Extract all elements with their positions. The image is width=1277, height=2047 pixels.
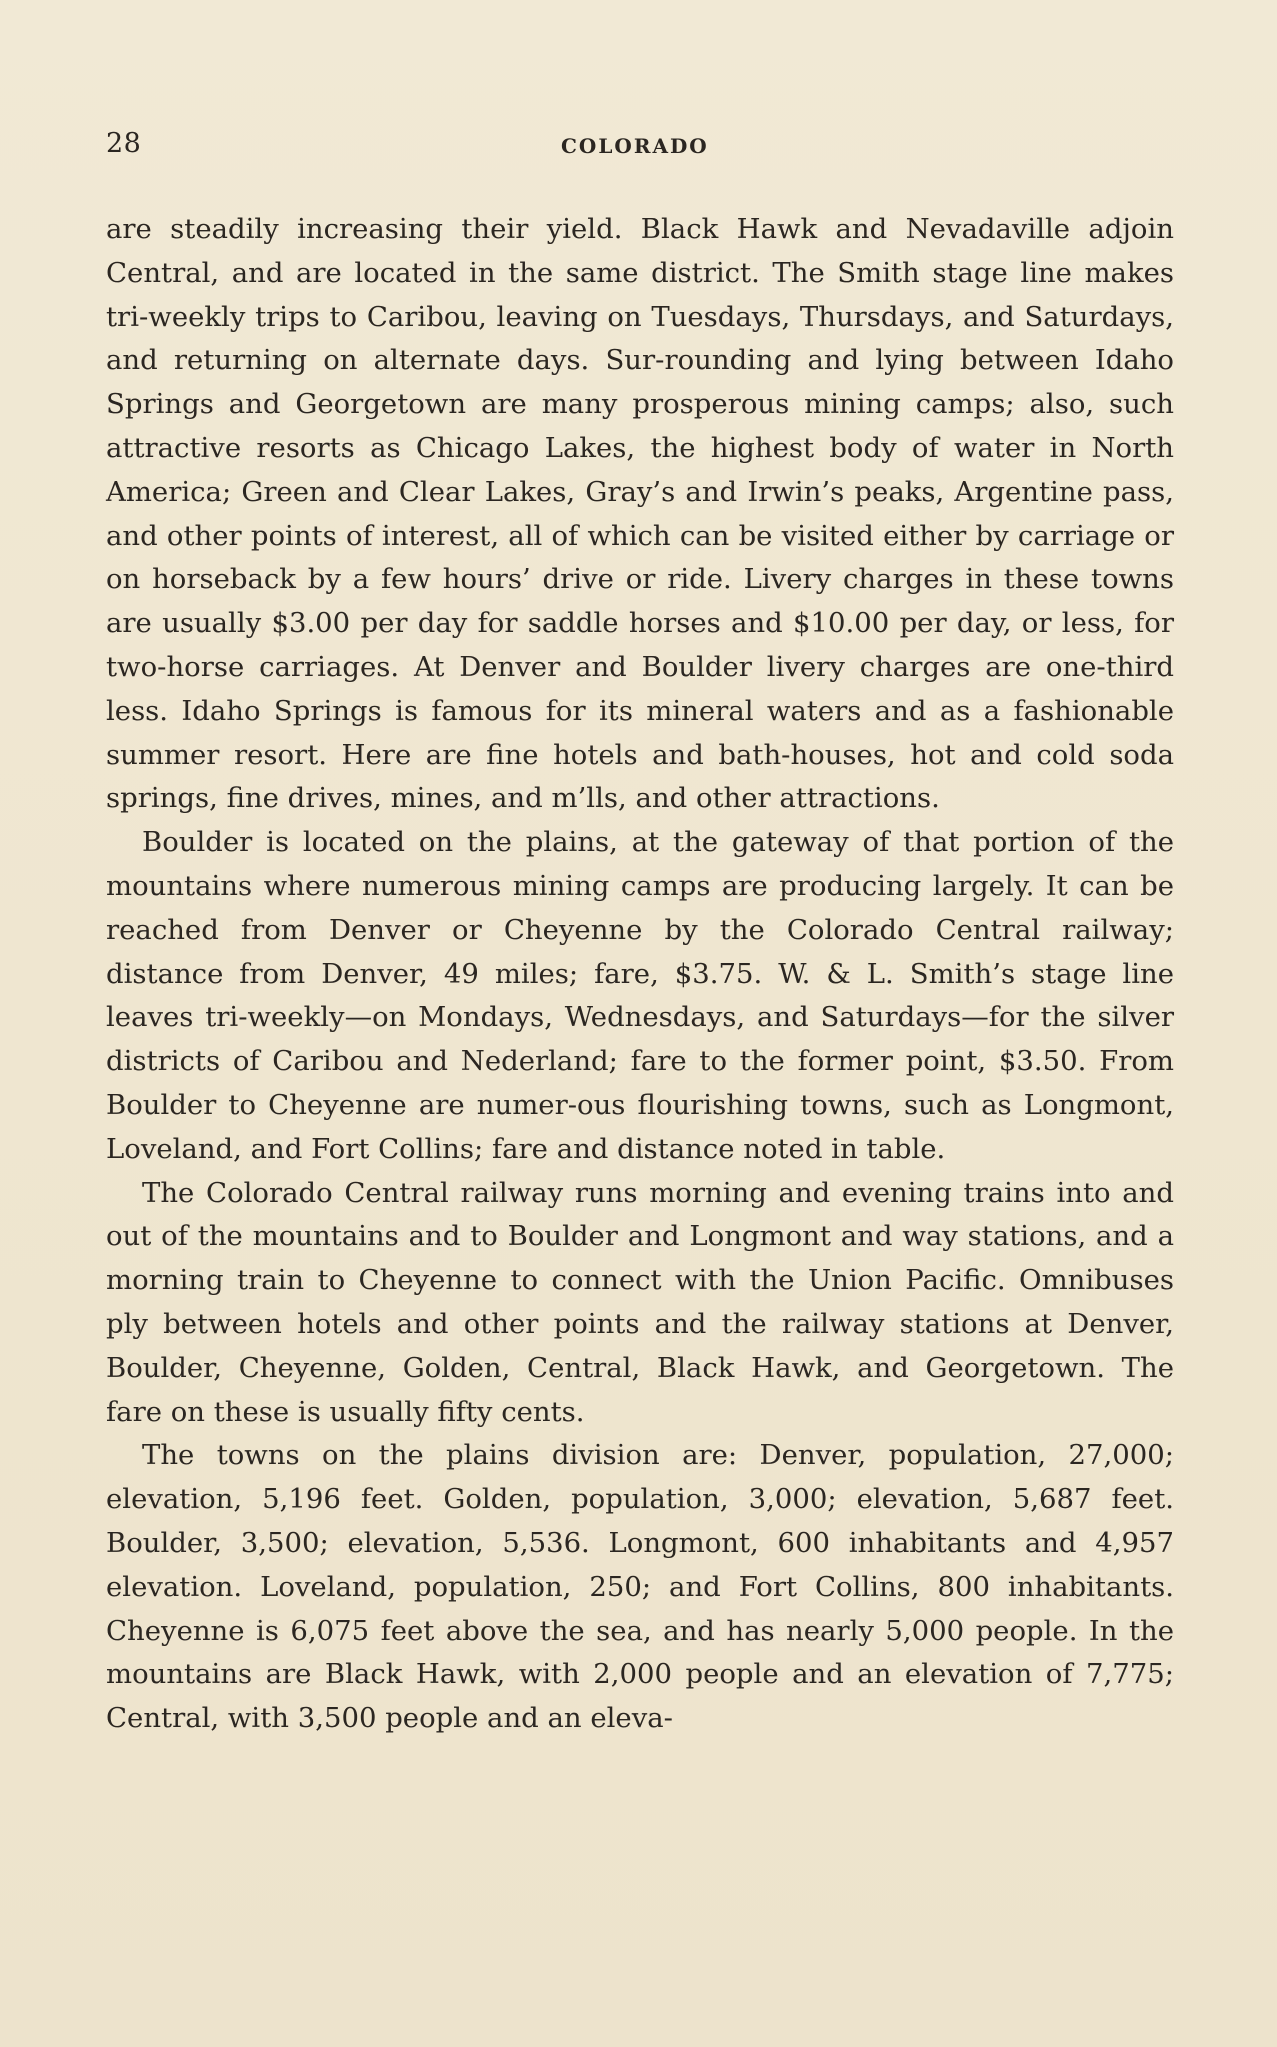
- page-header: [106, 128, 1174, 168]
- paragraph-continuation: are steadily increasing their yield. Black Hawk and Nevadaville adjoin Central, and are located in the same district. The Smith stage line makes tri-weekly trips to Caribou, leaving on Tuesdays, Thursdays, and Saturdays, and returning on alternate days. Sur-rounding and lying between Idaho Springs and Georgetown are many prosperous mining camps; also, such attractive resorts as Chicago Lakes, the highest body of water in North America; Green and Clear Lakes, Gray’s and Irwin’s peaks, Argentine pass, and other points of interest, all of which can be visited either by carriage or on horseback by a few hours’ drive or ride. Livery charges in these towns are usually $3.00 per day for saddle horses and $10.00 per day, or less, for two-horse carriages. At Denver and Boulder livery charges are one-third less. Idaho Springs is famous for its mineral waters and as a fashionable summer resort. Here are fine hotels and bath-houses, hot and cold soda springs, fine drives, mines, and m’lls, and other attractions.: [106, 213, 1174, 815]
- paragraph-towns: The towns on the plains division are: Denver, population, 27,000; elevation, 5,196 feet. Golden, population, 3,000; elevation, 5,687 feet. Boulder, 3,500; elevation, 5,536. Longmont, 600 inhabitants and 4,957 elevation. Loveland, population, 250; and Fort Collins, 800 inhabitants. Cheyenne is 6,075 feet above the sea, and has nearly 5,000 people. In the mountains are Black Hawk, with 2,000 people and an elevation of 7,775; Central, with 3,500 people and an eleva-: [106, 1439, 1174, 1735]
- body-text: [106, 208, 1174, 1741]
- page-number: 28: [106, 128, 142, 159]
- running-head: COLORADO: [561, 134, 709, 158]
- paragraph-colorado-central: The Colorado Central railway runs morning and evening trains into and out of the mountains and to Boulder and Longmont and way stations, and a morning train to Cheyenne to connect with the Union Pacific. Omnibuses ply between hotels and other points and the railway stations at Denver, Boulder, Cheyenne, Golden, Central, Black Hawk, and Georgetown. The fare on these is usually fifty cents.: [106, 1176, 1174, 1428]
- paragraph-boulder: Boulder is located on the plains, at the gateway of that portion of the mountains where numerous mining camps are producing largely. It can be reached from Denver or Cheyenne by the Colorado Central railway; distance from Denver, 49 miles; fare, $3.75. W. & L. Smith’s stage line leaves tri-weekly—on Mondays, Wednesdays, and Saturdays—for the silver districts of Caribou and Nederland; fare to the former point, $3.50. From Boulder to Cheyenne are numer-ous flourishing towns, such as Longmont, Loveland, and Fort Collins; fare and distance noted in table.: [106, 826, 1174, 1165]
